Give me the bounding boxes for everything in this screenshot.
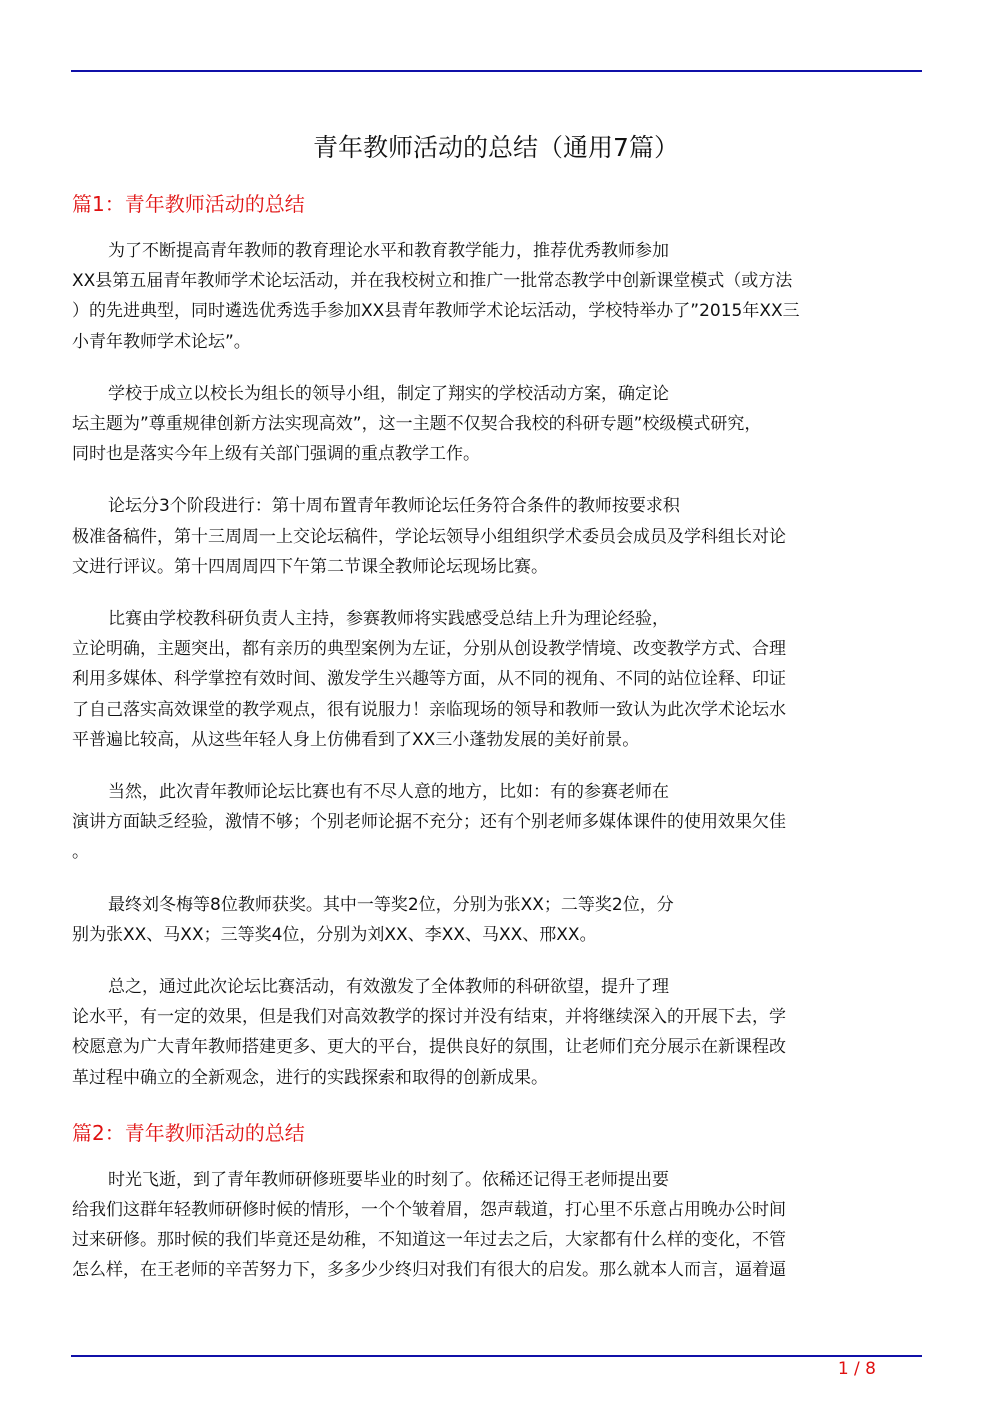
section-1 — [72, 186, 922, 1093]
paragraph-line: 利用多媒体、科学掌控有效时间、激发学生兴趣等方面，从不同的视角、不同的站位诠释、印证 — [72, 669, 786, 690]
paragraph-line: 同时也是落实今年上级有关部门强调的重点教学工作。 — [72, 444, 480, 465]
paragraph — [72, 379, 922, 470]
paragraph — [72, 777, 922, 868]
paragraph — [72, 890, 922, 950]
paragraph — [72, 972, 922, 1093]
paragraph-line: 时光飞逝，到了青年教师研修班要毕业的时刻了。依稀还记得王老师提出要 — [108, 1169, 669, 1190]
paragraph-line: 小青年教师学术论坛”。 — [72, 331, 251, 352]
paragraph-line: 论水平，有一定的效果，但是我们对高效教学的探讨并没有结束，并将继续深入的开展下去，学 — [72, 1007, 786, 1028]
paragraph — [72, 236, 922, 357]
section-2 — [72, 1115, 922, 1286]
paragraph-line: 革过程中确立的全新观念，进行的实践探索和取得的创新成果。 — [72, 1067, 548, 1088]
paragraph-line: 平普遍比较高，从这些年轻人身上仿佛看到了XX三小蓬勃发展的美好前景。 — [72, 729, 640, 750]
paragraph-line: ）的先进典型，同时遴选优秀选手参加XX县青年教师学术论坛活动，学校特举办了”2015年XX三 — [72, 301, 800, 322]
paragraph-line: 。 — [72, 842, 89, 863]
paragraph-line: 给我们这群年轻教师研修时候的情形，一个个皱着眉，怨声载道，打心里不乐意占用晚办公时间 — [72, 1200, 786, 1221]
section-heading: 篇1：青年教师活动的总结 — [72, 192, 305, 216]
paragraph-line: 了自己落实高效课堂的教学观点，很有说服力！亲临现场的领导和教师一致认为此次学术论坛水 — [72, 699, 786, 720]
paragraph-line: 文进行评议。第十四周周四下午第二节课全教师论坛现场比赛。 — [72, 556, 548, 577]
document-title: 青年教师活动的总结（通用7篇） — [313, 133, 679, 162]
paragraph — [72, 491, 922, 582]
header-rule — [71, 70, 922, 72]
paragraph — [72, 1165, 922, 1286]
paragraph-line: 怎么样，在王老师的辛苦努力下，多多少少终归对我们有很大的启发。那么就本人而言，逼着逼 — [72, 1260, 786, 1281]
section-heading: 篇2：青年教师活动的总结 — [72, 1120, 305, 1145]
paragraph-line: XX县第五届青年教师学术论坛活动，并在我校树立和推广一批常态教学中创新课堂模式（或方法 — [72, 271, 793, 292]
paragraph-line: 过来研修。那时候的我们毕竟还是幼稚，不知道这一年过去之后，大家都有什么样的变化，不管 — [72, 1230, 786, 1251]
paragraph-line: 论坛分3个阶段进行：第十周布置青年教师论坛任务符合条件的教师按要求积 — [108, 496, 680, 517]
paragraph-line: 极准备稿件，第十三周周一上交论坛稿件，学论坛领导小组组织学术委员会成员及学科组长对论 — [72, 526, 786, 547]
paragraph-line: 当然，此次青年教师论坛比赛也有不尽人意的地方，比如：有的参赛老师在 — [108, 782, 669, 803]
paragraph-line: 比赛由学校教科研负责人主持，参赛教师将实践感受总结上升为理论经验， — [108, 609, 669, 630]
document-body — [72, 186, 922, 1308]
paragraph-line: 别为张XX、马XX；三等奖4位，分别为刘XX、李XX、马XX、邢XX。 — [72, 924, 597, 945]
paragraph-line: 学校于成立以校长为组长的领导小组，制定了翔实的学校活动方案，确定论 — [108, 383, 669, 404]
paragraph-line: 总之，通过此次论坛比赛活动，有效激发了全体教师的科研欲望，提升了理 — [108, 977, 669, 998]
page-number: 1 / 8 — [837, 1359, 876, 1379]
paragraph-line: 最终刘冬梅等8位教师获奖。其中一等奖2位，分别为张XX；二等奖2位，分 — [108, 894, 674, 915]
paragraph-line: 校愿意为广大青年教师搭建更多、更大的平台，提供良好的氛围，让老师们充分展示在新课程改 — [72, 1037, 786, 1058]
paragraph — [72, 604, 922, 755]
footer-rule — [71, 1355, 922, 1357]
paragraph-line: 立论明确，主题突出，都有亲历的典型案例为左证，分别从创设教学情境、改变教学方式、合理 — [72, 639, 786, 660]
paragraph-line: 为了不断提高青年教师的教育理论水平和教育教学能力，推荐优秀教师参加 — [108, 241, 669, 261]
paragraph-line: 演讲方面缺乏经验，激情不够；个别老师论据不充分；还有个别老师多媒体课件的使用效果欠佳 — [72, 812, 786, 833]
paragraph-line: 坛主题为”尊重规律创新方法实现高效”，这一主题不仅契合我校的科研专题”校级模式研究， — [72, 414, 762, 435]
